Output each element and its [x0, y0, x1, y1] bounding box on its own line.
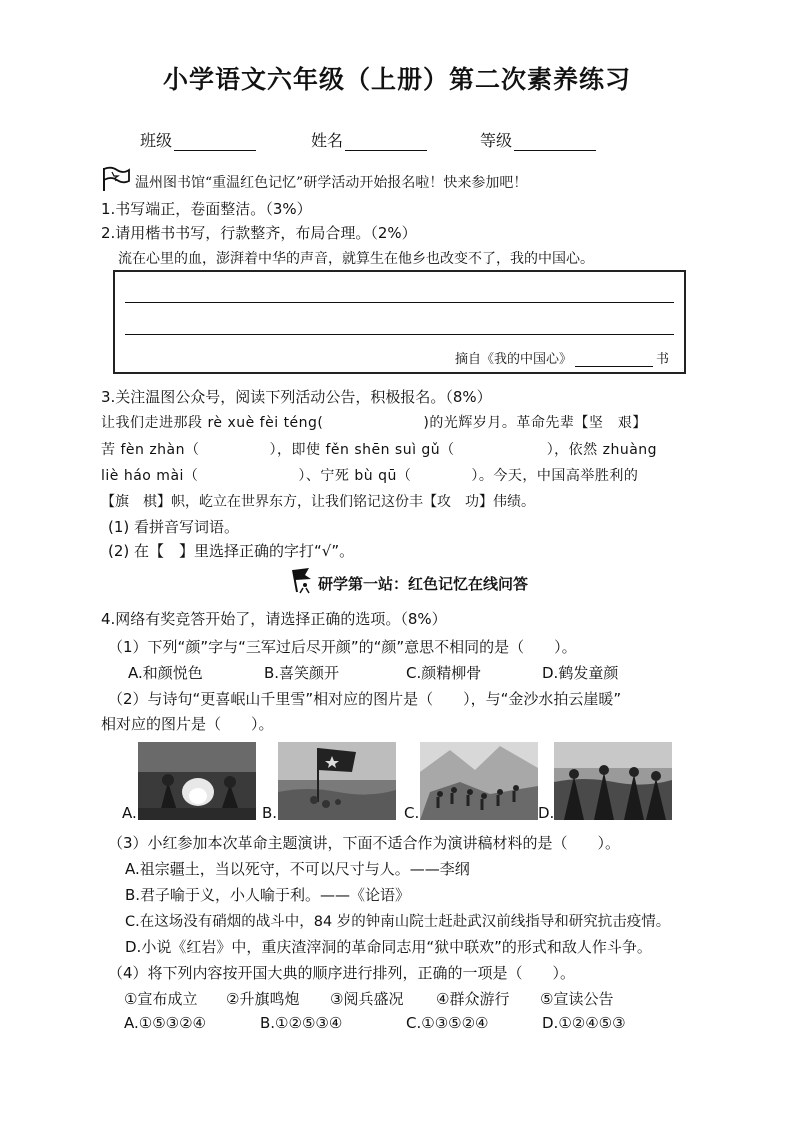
picture-label-c[interactable]: C. — [404, 804, 420, 822]
q4-1-stem: （1）下列“颜”字与“三军过后尽开颜”的“颜”意思不相同的是（ ）。 — [108, 638, 577, 656]
class-field[interactable] — [140, 128, 256, 151]
q4-1-option-a[interactable]: A.和颜悦色 — [128, 664, 203, 682]
page-title: 小学语文六年级（上册）第二次素养练习 — [162, 65, 631, 94]
photo-campfire-soldiers[interactable] — [138, 742, 256, 820]
q4-4-option-c[interactable]: C.①③⑤②④ — [406, 1014, 489, 1032]
question-1: 1.书写端正，卷面整洁。（3%） — [101, 200, 312, 218]
flag-icon — [101, 166, 131, 196]
photo-mountain-march[interactable] — [420, 742, 538, 820]
flag-running-icon — [287, 566, 315, 598]
q3-line-4: 【旗 棋】帜，屹立在世界东方，让我们铭记这份丰【攻 功】伟绩。 — [101, 494, 535, 510]
q3-line-1 — [101, 412, 647, 432]
station-heading: 研学第一站：红色记忆在线问答 — [318, 575, 529, 593]
source-prefix: 摘自《我的中国心》 — [455, 352, 573, 367]
q4-4-option-a[interactable]: A.①⑤③②④ — [124, 1014, 207, 1032]
q4-3-stem: （3）小红参加本次革命主题演讲，下面不适合作为演讲稿材料的是（ ）。 — [108, 834, 621, 852]
q4-3-option-a[interactable]: A.祖宗疆土，当以死守，不可以尺寸与人。——李纲 — [125, 860, 470, 878]
class-label: 班级 — [140, 131, 173, 150]
grade-blank[interactable] — [514, 134, 596, 151]
q3-line-2-b: ），即使 fěn shēn suì gǔ（ — [269, 442, 455, 458]
q4-1-option-c[interactable]: C.颜精柳骨 — [406, 664, 482, 682]
q4-4-option-b[interactable]: B.①②⑤③④ — [260, 1014, 343, 1032]
q4-3-option-d[interactable]: D.小说《红岩》中，重庆渣滓洞的革命同志用“狱中联欢”的形式和敌人作斗争。 — [125, 938, 652, 956]
writing-box[interactable] — [113, 270, 686, 374]
ceremony-item-1: ①宣布成立 — [124, 990, 198, 1008]
writing-line-1[interactable] — [125, 302, 674, 303]
q3-line-2-a: 苦 fèn zhàn（ — [101, 442, 200, 458]
photo-river-crossing[interactable] — [554, 742, 672, 820]
q4-2-stem-2: 相对应的图片是（ ）。 — [101, 715, 274, 733]
q3-line-3-a: liè háo mài（ — [101, 468, 199, 484]
ceremony-item-3: ③阅兵盛况 — [330, 990, 404, 1008]
q3-line-3-c: ）。今天，中国高举胜利的 — [471, 468, 639, 484]
q4-4-stem: （4）将下列内容按开国大典的顺序进行排列，正确的一项是（ ）。 — [108, 964, 576, 982]
writing-line-2[interactable] — [125, 334, 674, 335]
q3-sub-1: (1) 看拼音写词语。 — [108, 518, 240, 536]
question-2-passage: 流在心里的血，澎湃着中华的声音，就算生在他乡也改变不了，我的中国心。 — [118, 251, 594, 267]
picture-label-d[interactable]: D. — [538, 804, 555, 822]
grade-label: 等级 — [480, 131, 513, 150]
q4-4-option-d[interactable]: D.①②④⑤③ — [542, 1014, 626, 1032]
q4-2-stem-1: （2）与诗句“更喜岷山千里雪”相对应的图片是（ ），与“金沙水拍云崖暖” — [108, 690, 622, 708]
q4-1-option-b[interactable]: B.喜笑颜开 — [264, 664, 340, 682]
question-3-prompt: 3.关注温图公众号，阅读下列活动公告，积极报名。（8%） — [101, 388, 492, 406]
q3-line-2-c: ），依然 zhuàng — [546, 442, 658, 458]
question-2-prompt: 2.请用楷书书写，行款整齐，布局合理。（2%） — [101, 224, 417, 242]
name-label: 姓名 — [311, 131, 344, 150]
grade-field[interactable] — [480, 128, 596, 151]
q3-sub-2: (2) 在【 】里选择正确的字打“√”。 — [108, 542, 355, 560]
q4-1-option-d[interactable]: D.鹤发童颜 — [542, 664, 619, 682]
q3-line-3 — [101, 465, 638, 485]
q3-line-1-b: )的光辉岁月。革命先辈【坚 艰】 — [423, 415, 647, 431]
name-field[interactable] — [311, 128, 427, 151]
ceremony-item-2: ②升旗鸣炮 — [226, 990, 300, 1008]
q4-3-option-b[interactable]: B.君子喻于义，小人喻于利。——《论语》 — [125, 886, 411, 904]
source-suffix: 书 — [656, 352, 670, 367]
picture-label-b[interactable]: B. — [262, 804, 278, 822]
q3-line-3-b: ）、宁死 bù qū（ — [298, 468, 412, 484]
source-line — [455, 348, 669, 367]
class-blank[interactable] — [174, 134, 256, 151]
activity-banner: 温州图书馆“重温红色记忆”研学活动开始报名啦！快来参加吧！ — [135, 175, 528, 191]
q3-line-2 — [101, 439, 657, 459]
book-blank[interactable] — [575, 354, 653, 367]
name-blank[interactable] — [345, 134, 427, 151]
question-4-prompt: 4.网络有奖竞答开始了，请选择正确的选项。（8%） — [101, 610, 447, 628]
picture-label-a[interactable]: A. — [122, 804, 137, 822]
photo-flag-marsh[interactable] — [278, 742, 396, 820]
q4-3-option-c[interactable]: C.在这场没有硝烟的战斗中，84 岁的钟南山院士赶赴武汉前线指导和研究抗击疫情。 — [125, 914, 671, 930]
q3-line-1-a: 让我们走进那段 rè xuè fèi téng( — [101, 415, 324, 431]
ceremony-item-4: ④群众游行 — [436, 990, 510, 1008]
ceremony-item-5: ⑤宣读公告 — [540, 990, 614, 1008]
